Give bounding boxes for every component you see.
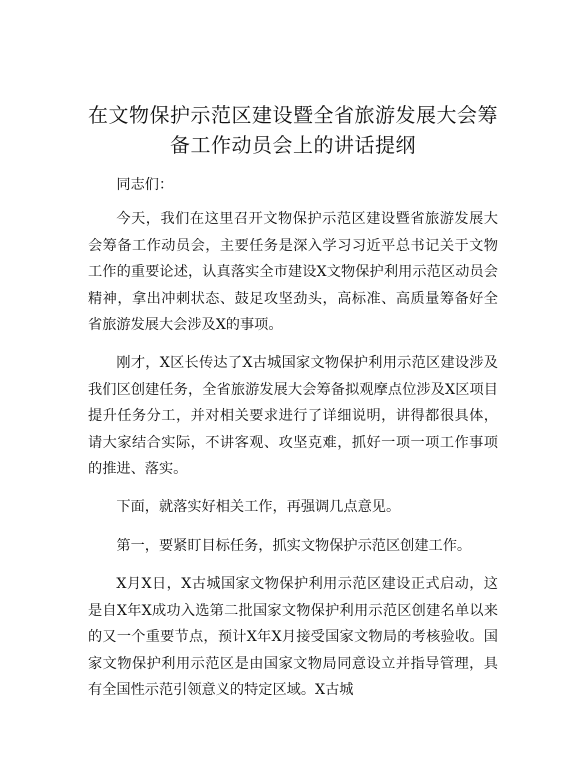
title-line-1: 在文物保护示范区建设暨全省旅游发展大会筹 <box>88 103 498 127</box>
paragraph-briefing: 刚才，X区长传达了X古城国家文物保护利用示范区建设涉及我们区创建任务，全省旅游发展大会筹备拟观摩点位涉及X区项目提升任务分工，并对相关要求进行了详细说明，讲得都很具体，请大家结合实际，不讲客观、攻坚克难，抓好一项一项工作事项的推进、落实。 <box>88 355 498 478</box>
title-line-2: 备工作动员会上的讲话提纲 <box>170 133 416 157</box>
paragraph-point-one: 第一，要紧盯目标任务，抓实文物保护示范区创建工作。 <box>116 537 472 554</box>
paragraph-transition: 下面，就落实好相关工作，再强调几点意见。 <box>116 499 401 516</box>
greeting: 同志们： <box>116 177 174 193</box>
paragraph-background: X月X日，X古城国家文物保护利用示范区建设正式启动，这是自X年X成功入选第二批国家文物保护利用示范区创建名单以来的又一个重要节点，预计X年X月接受国家文物局的考核验收。国家文物保护利用示范区是由国家文物局同意设立并指导管理，具有全国性示范引领意义的特定区域。X古城 <box>88 576 498 698</box>
document-page <box>88 100 498 703</box>
document-title <box>88 100 498 160</box>
paragraph-opening: 今天，我们在这里召开文物保护示范区建设暨省旅游发展大会筹备工作动员会，主要任务是深入学习习近平总书记关于文物工作的重要论述，认真落实全市建设X文物保护利用示范区动员会精神，拿出冲刺状态、鼓足攻坚劲头，高标准、高质量筹备好全省旅游发展大会涉及X的事项。 <box>88 211 498 334</box>
